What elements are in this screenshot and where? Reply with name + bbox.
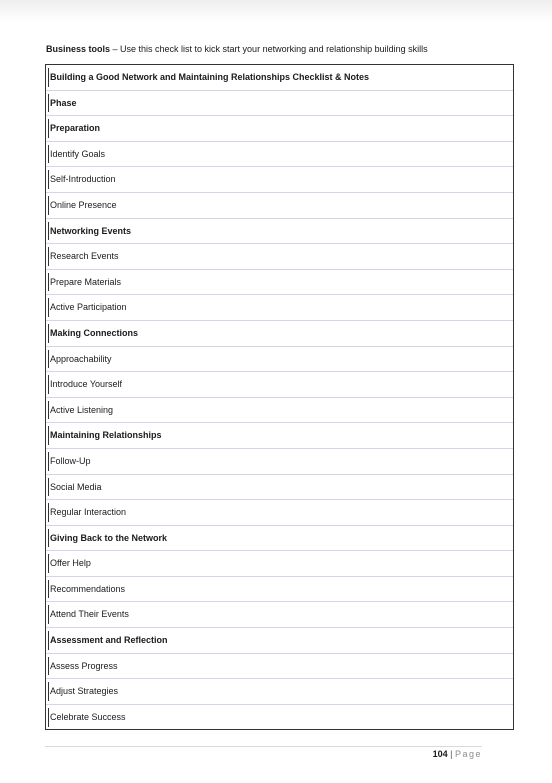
checklist-item-row: Online Presence [46, 193, 513, 219]
footer-divider [45, 746, 482, 747]
checklist-item-row: Self-Introduction [46, 167, 513, 193]
checklist-section-row: Maintaining Relationships [46, 423, 513, 449]
checklist-item-row: Follow-Up [46, 449, 513, 475]
intro-line [46, 44, 526, 54]
checklist-section-row: Phase [46, 91, 513, 117]
checklist-item-row: Approachability [46, 347, 513, 373]
checklist-section-row: Building a Good Network and Maintaining Relationships Checklist & Notes [46, 65, 513, 91]
checklist-item-row: Social Media [46, 475, 513, 501]
checklist-section-row: Giving Back to the Network [46, 526, 513, 552]
checklist-item-row: Attend Their Events [46, 602, 513, 628]
checklist-item-row: Regular Interaction [46, 500, 513, 526]
checklist-item-row: Research Events [46, 244, 513, 270]
checklist-section-row: Networking Events [46, 219, 513, 245]
intro-lead: Business tools [46, 44, 111, 54]
checklist-section-row: Assessment and Reflection [46, 628, 513, 654]
footer-separator: | [447, 749, 455, 759]
checklist-section-row: Preparation [46, 116, 513, 142]
checklist-table [45, 64, 514, 730]
page-top-shade [0, 0, 552, 22]
checklist-item-row: Identify Goals [46, 142, 513, 168]
checklist-item-row: Offer Help [46, 551, 513, 577]
checklist-item-row: Adjust Strategies [46, 679, 513, 705]
page-footer [0, 749, 482, 759]
page-label: Page [454, 749, 482, 759]
checklist-item-row: Celebrate Success [46, 705, 513, 731]
checklist-item-row: Introduce Yourself [46, 372, 513, 398]
checklist-item-row: Active Listening [46, 398, 513, 424]
checklist-item-row: Prepare Materials [46, 270, 513, 296]
page-number: 104 [432, 749, 448, 759]
checklist-section-row: Making Connections [46, 321, 513, 347]
checklist-item-row: Recommendations [46, 577, 513, 603]
checklist-item-row: Assess Progress [46, 654, 513, 680]
checklist-item-row: Active Participation [46, 295, 513, 321]
intro-text: – Use this check list to kick start your networking and relationship building skills [110, 44, 428, 54]
